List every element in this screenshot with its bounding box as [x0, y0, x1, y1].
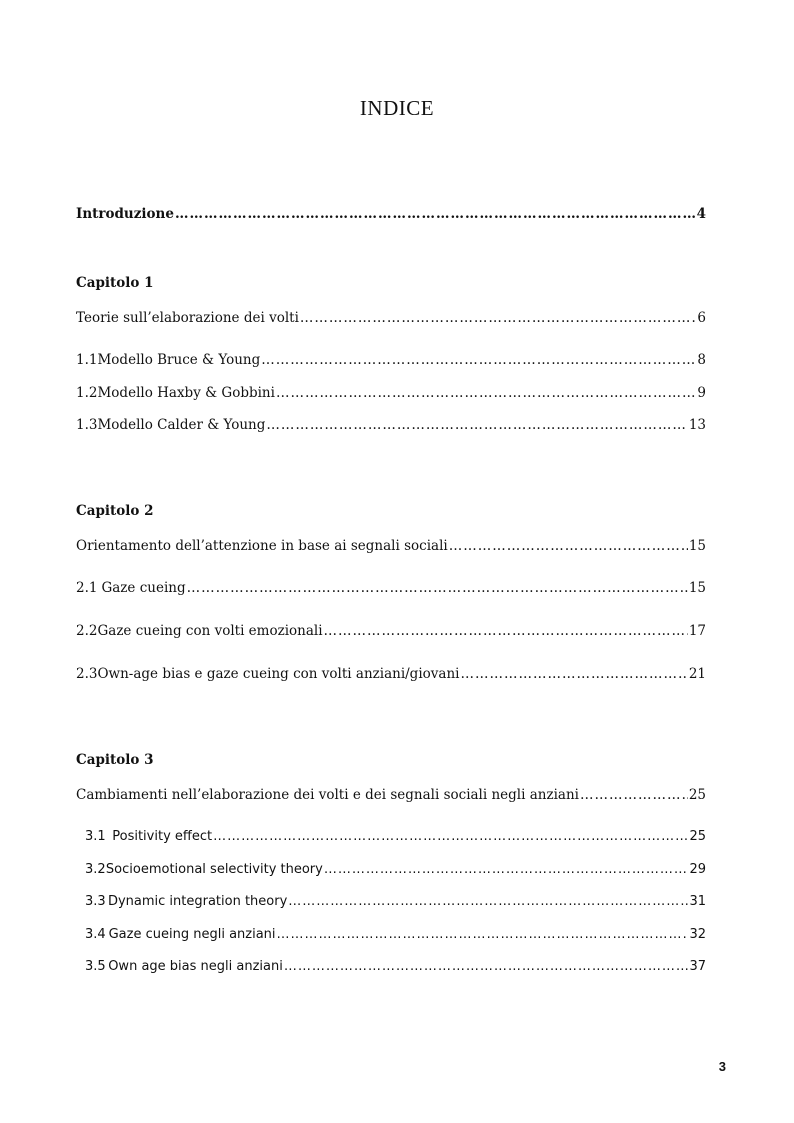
toc-leader-dots	[580, 787, 688, 803]
toc-entry-page: 29	[689, 862, 706, 877]
toc-entry-2-3[interactable]	[76, 666, 706, 682]
toc-entry-label: Own age bias negli anziani	[108, 959, 283, 974]
toc-entry-label: Orientamento dell’attenzione in base ai segnali sociali	[76, 538, 448, 554]
toc-entry-number: 1.3	[76, 417, 98, 433]
toc-entry-label: Gaze cueing con volti emozionali	[97, 623, 323, 639]
toc-entry-label: Modello Haxby & Gobbini	[97, 385, 275, 401]
toc-entry-1-2[interactable]	[76, 385, 706, 401]
toc-entry-page: 8	[697, 352, 706, 368]
page-title: INDICE	[359, 96, 435, 120]
toc-entry-label: Own-age bias e gaze cueing con volti anziani/giovani	[97, 666, 460, 682]
toc-entry-2-2[interactable]	[76, 623, 706, 639]
toc-leader-dots	[300, 310, 697, 326]
toc-entry-3-4[interactable]	[76, 927, 706, 942]
toc-entry-3-3[interactable]	[76, 894, 706, 909]
toc-leader-dots	[266, 417, 687, 433]
toc-entry-number: 3.5	[85, 959, 106, 974]
toc-leader-dots	[175, 206, 696, 222]
toc-entry-3-5[interactable]	[76, 959, 706, 974]
toc-entry-1-1[interactable]	[76, 352, 706, 368]
toc-entry-page: 15	[688, 580, 706, 596]
toc-entry-number: 3.4	[85, 927, 106, 942]
toc-entry-1-3[interactable]	[76, 417, 706, 433]
toc-entry-number: 3.1	[85, 829, 106, 844]
toc-entry-label: Socioemotional selectivity theory	[105, 862, 323, 877]
toc-entry-page: 17	[688, 623, 706, 639]
chapter-heading-3: Capitolo 3	[76, 752, 154, 768]
toc-entry-number: 1.1	[76, 352, 98, 368]
toc-entry-2-1[interactable]	[76, 580, 706, 596]
toc-leader-dots	[324, 862, 689, 877]
toc-entry-label: Gaze cueing negli anziani	[108, 927, 276, 942]
toc-entry-chapter-1[interactable]	[76, 310, 706, 326]
toc-leader-dots	[213, 829, 688, 844]
toc-leader-dots	[276, 385, 696, 401]
toc-entry-chapter-2[interactable]	[76, 538, 706, 554]
toc-entry-page: 25	[688, 787, 706, 803]
toc-entry-page: 31	[689, 894, 706, 909]
toc-entry-number: 2.1	[76, 580, 98, 596]
toc-entry-page: 25	[689, 829, 706, 844]
toc-entry-page: 21	[688, 666, 706, 682]
toc-entry-number: 1.2	[76, 385, 98, 401]
chapter-heading-1: Capitolo 1	[76, 275, 154, 291]
toc-entry-page: 6	[697, 310, 706, 326]
toc-entry-label: Positivity effect	[112, 829, 213, 844]
toc-entry-number: 2.3	[76, 666, 98, 682]
toc-leader-dots	[187, 580, 688, 596]
toc-entry-page: 32	[689, 927, 706, 942]
toc-entry-3-1[interactable]	[76, 829, 706, 844]
toc-entry-3-2[interactable]	[76, 862, 706, 877]
toc-entry-label: Dynamic integration theory	[107, 894, 288, 909]
toc-leader-dots	[460, 666, 687, 682]
toc-entry-label: Cambiamenti nell’elaborazione dei volti e dei segnali sociali negli anziani	[76, 787, 579, 803]
toc-entry-label: Introduzione	[76, 206, 174, 222]
toc-leader-dots	[288, 894, 688, 909]
toc-leader-dots	[284, 959, 689, 974]
toc-entry-number: 2.2	[76, 623, 98, 639]
toc-leader-dots	[261, 352, 696, 368]
toc-entry-page: 9	[697, 385, 706, 401]
toc-entry-introduzione[interactable]	[76, 206, 706, 222]
toc-entry-label: Teorie sull’elaborazione dei volti	[76, 310, 299, 326]
toc-leader-dots	[277, 927, 689, 942]
toc-leader-dots	[449, 538, 688, 554]
toc-entry-number: 3.3	[85, 894, 106, 909]
toc-entry-label: Modello Calder & Young	[97, 417, 266, 433]
toc-entry-page: 15	[688, 538, 706, 554]
toc-entry-page: 37	[689, 959, 706, 974]
toc-entry-page: 13	[688, 417, 706, 433]
toc-entry-page: 4	[696, 206, 706, 222]
toc-entry-number: 3.2	[85, 862, 106, 877]
toc-entry-label: Gaze cueing	[101, 580, 186, 596]
toc-leader-dots	[324, 623, 688, 639]
toc-entry-label: Modello Bruce & Young	[97, 352, 261, 368]
page-number: 3	[718, 1059, 726, 1074]
chapter-heading-2: Capitolo 2	[76, 503, 154, 519]
toc-entry-chapter-3[interactable]	[76, 787, 706, 803]
